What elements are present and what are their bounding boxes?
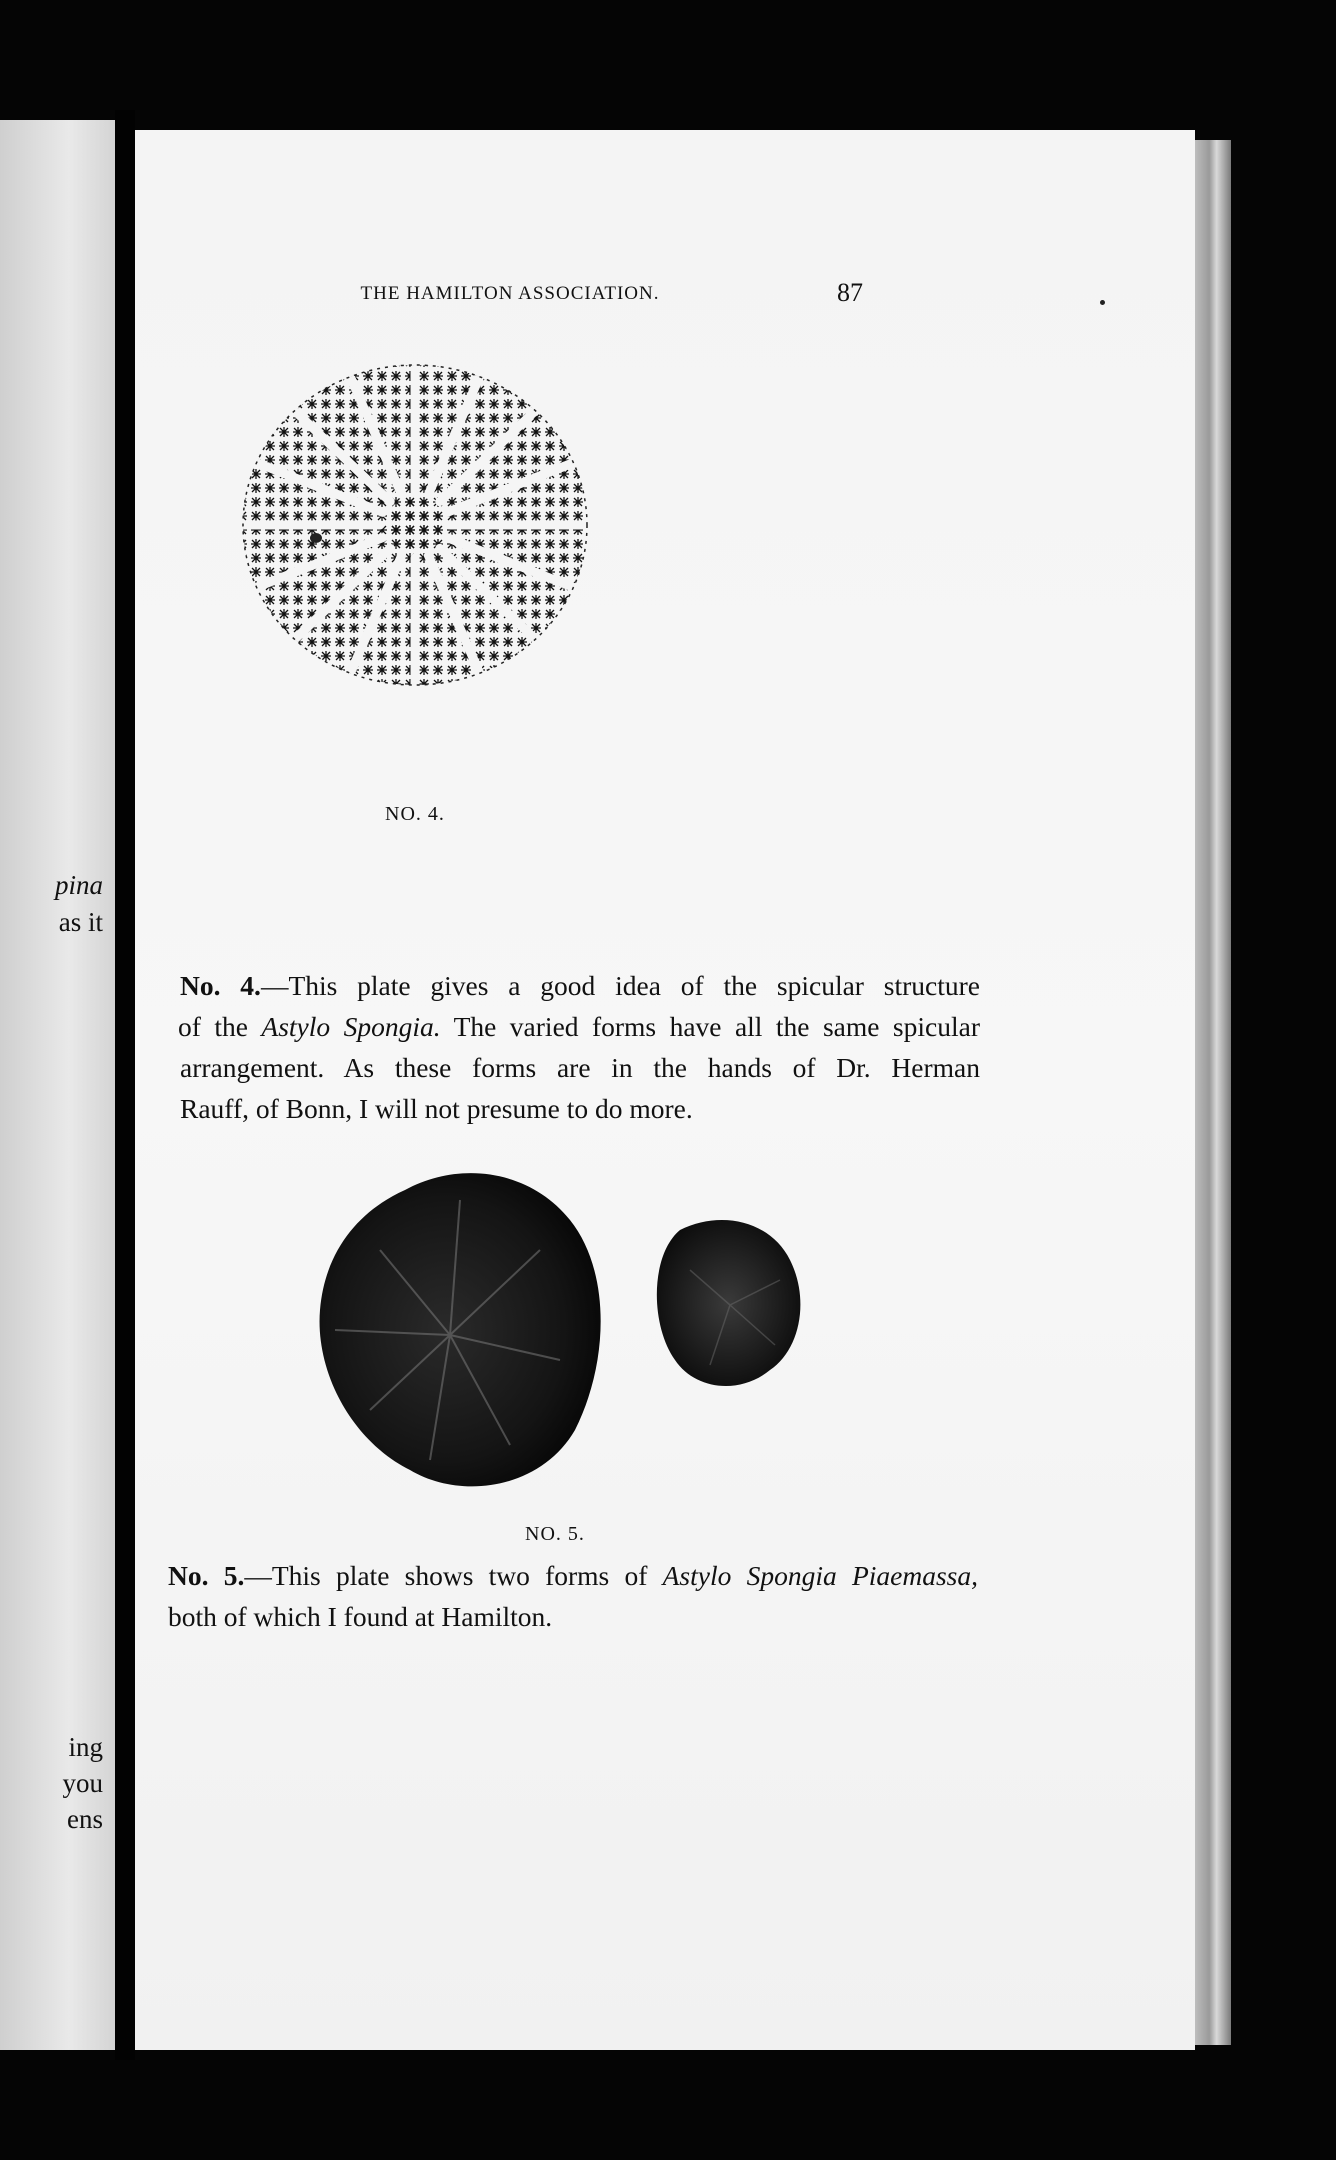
left-page-edge: [0, 120, 115, 2050]
paragraph-no-5: [168, 1555, 978, 1637]
paragraph-no-4-line-3: arrangement. As these forms are in the hands of Dr. Herman: [180, 1052, 980, 1083]
paragraph-no-5-line-2: both of which I found at Hamilton.: [168, 1601, 553, 1632]
paragraph-no-4-line-1: This plate gives a good idea of the spicular structure: [288, 970, 980, 1001]
left-page-fragment-3: ing: [68, 1732, 103, 1762]
paragraph-no-4: [180, 965, 980, 1129]
left-page-fragment-2: as it: [58, 907, 103, 937]
species-name: Astylo Spongia Piaemassa,: [662, 1560, 978, 1591]
figure-5-caption: NO. 5.: [525, 1523, 585, 1545]
paragraph-no-4-line-4: Rauff, of Bonn, I will not presume to do more.: [180, 1093, 693, 1124]
figure-4-spicular-structure: [235, 355, 595, 695]
species-name: Astylo Spongia.: [261, 1011, 441, 1042]
dash: —: [244, 1560, 272, 1591]
print-speck: [1100, 300, 1105, 305]
paragraph-no-4-line-2a: of the: [178, 1011, 262, 1042]
large-sponge-specimen: [320, 1173, 601, 1486]
figure-5-sponge-photo: [310, 1160, 870, 1500]
paragraph-no-4-line-2b: The varied forms have all the same spicular: [440, 1011, 980, 1042]
page-number: 87: [837, 278, 863, 307]
page-edge-stack: [1195, 140, 1231, 2045]
left-page-fragment-5: ens: [67, 1804, 103, 1834]
print-speck: [310, 533, 322, 543]
dash: —: [260, 970, 289, 1001]
left-page-fragment-4: you: [62, 1768, 103, 1798]
paragraph-no-4-lead: No. 4.: [180, 970, 261, 1001]
paragraph-no-5-lead: No. 5.: [168, 1560, 245, 1591]
left-page-fragment-1: pina: [54, 870, 103, 900]
figure-4-caption: NO. 4.: [385, 803, 445, 825]
book-gutter: [115, 110, 135, 2060]
paragraph-no-5-line-1a: This plate shows two forms of: [271, 1560, 663, 1591]
running-head: THE HAMILTON ASSOCIATION.: [360, 283, 660, 304]
